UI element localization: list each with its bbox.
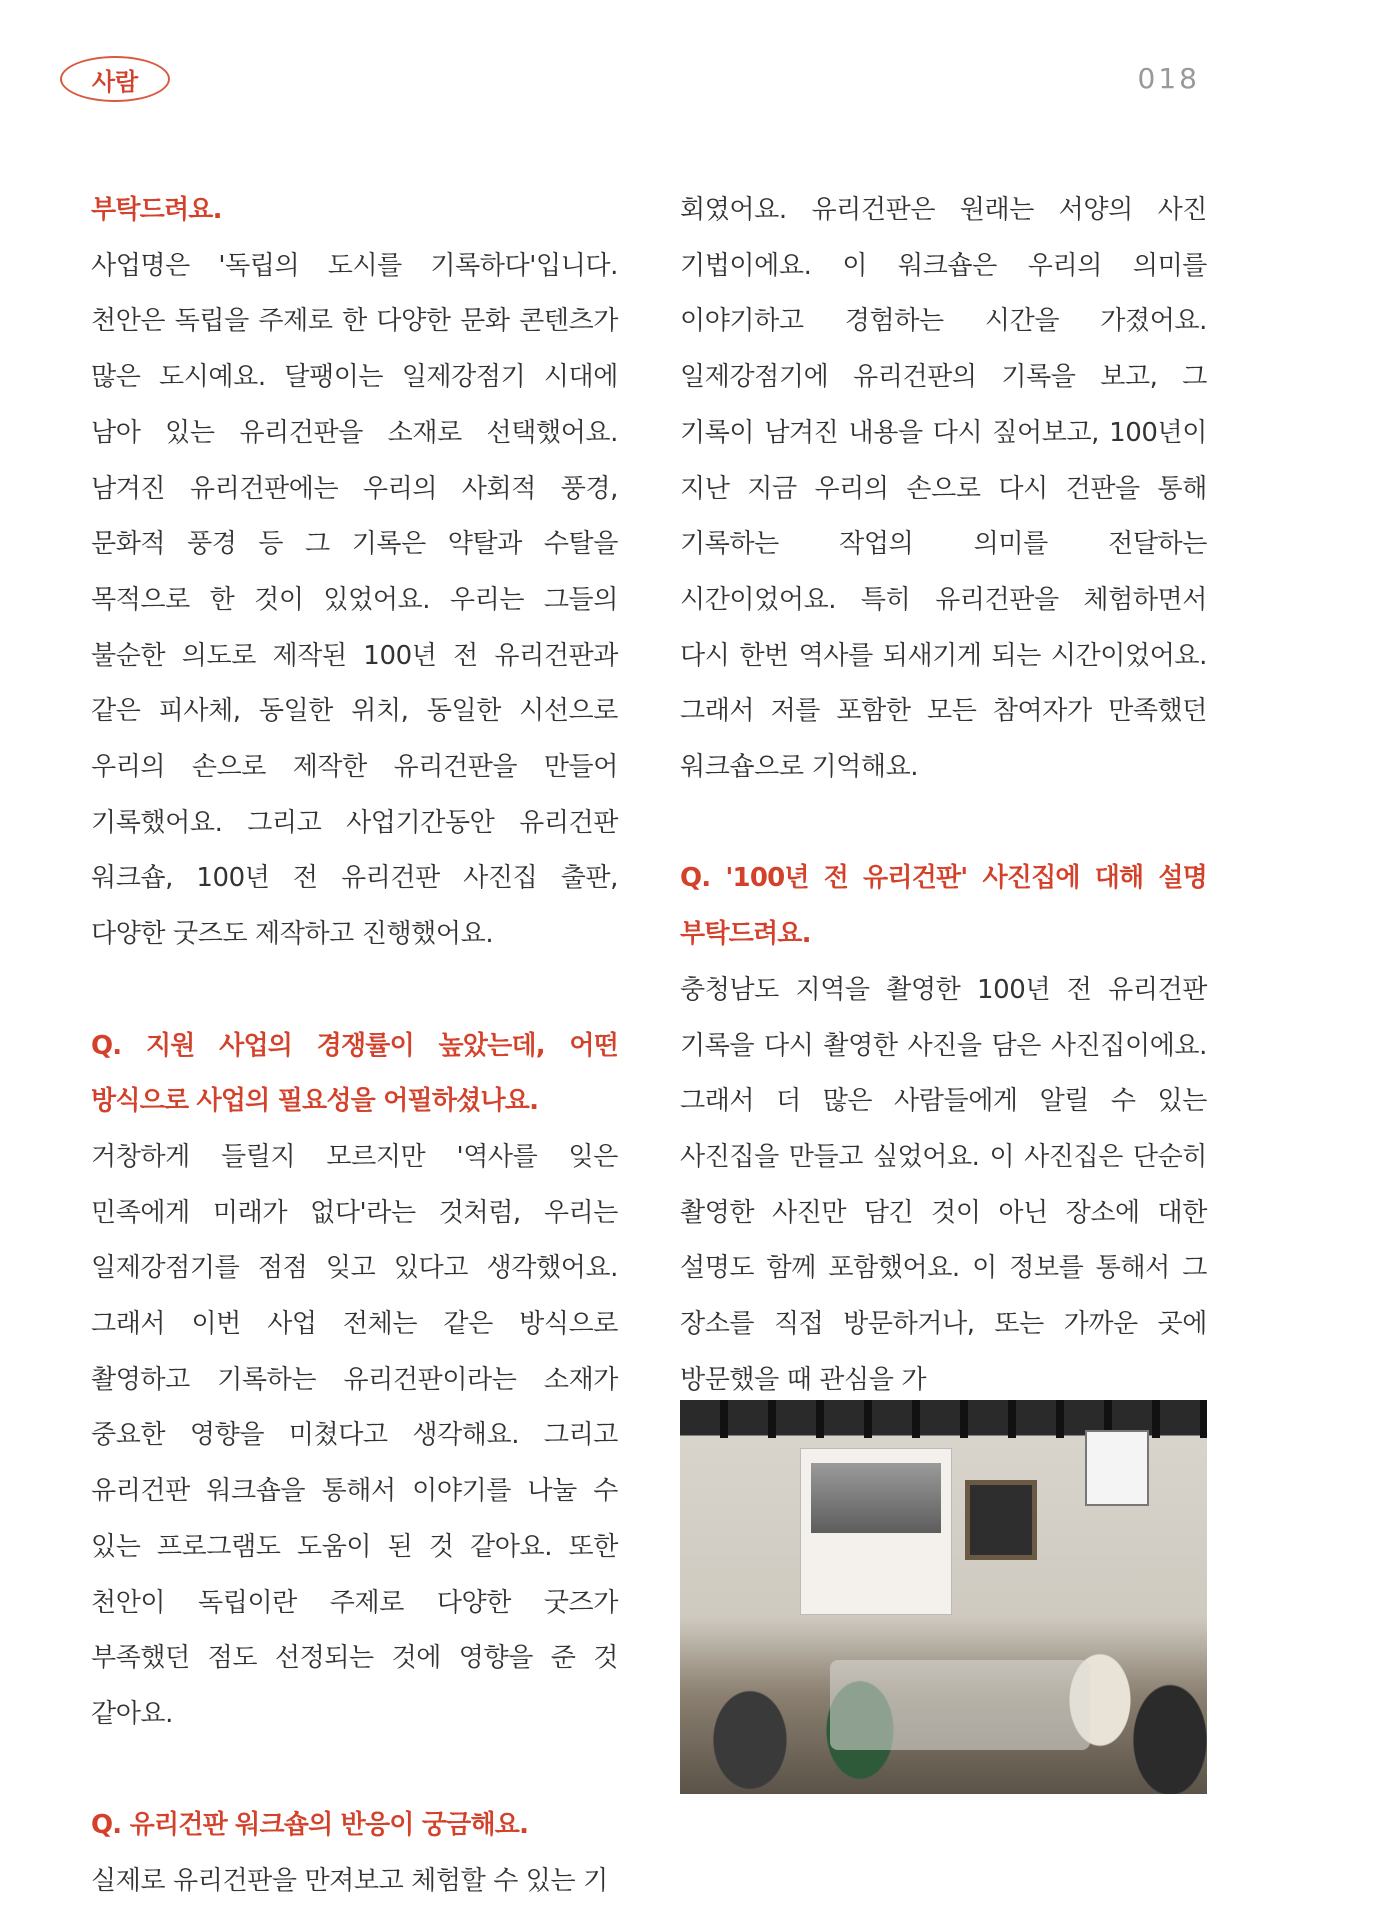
answer-paragraph: 실제로 유리건판을 만져보고 체험할 수 있는 기 [91, 1866, 608, 1897]
right-column [680, 183, 1207, 1408]
workshop-banner [800, 1448, 952, 1615]
question-heading: Q. 유리건판 워크숍의 반응이 궁금해요. [91, 1810, 529, 1841]
left-column [91, 183, 618, 1910]
question-heading: 부탁드려요. [91, 195, 222, 225]
workshop-table [830, 1660, 1090, 1750]
answer-paragraph: 충청남도 지역을 촬영한 100년 전 유리건판 기록을 다시 촬영한 사진을 담은 사진집이에요. 그래서 더 많은 사람들에게 알릴 수 있는 사진집을 만들고 싶었어요. 이 사진집은 단순히 촬영한 사진만 담긴 것이 아닌 장소에 대한 설명도 함께 포함했어요. 이 정보를 통해서 그 장소를 직접 방문하거나, 또는 가까운 곳에 방문했을 때 관심을 가 [680, 974, 1207, 1395]
portrait-frame [965, 1480, 1037, 1560]
question-heading: Q. '100년 전 유리건판' 사진집에 대해 설명 부탁드려요. [680, 863, 1207, 950]
answer-paragraph: 사업명은 '독립의 도시를 기록하다'입니다. 천안은 독립을 주제로 한 다양한 문화 콘텐츠가 많은 도시예요. 달팽이는 일제강점기 시대에 남아 있는 유리건판을 소재로 선택했어요. 남겨진 유리건판에는 우리의 사회적 풍경, 문화적 풍경 등 그 기록은 약탈과 수탈을 목적으로 한 것이 있었어요. 우리는 그들의 불순한 의도로 제작된 100년 전 유리건판과 같은 피사체, 동일한 위치, 동일한 시선으로 우리의 손으로 제작한 유리건판을 만들어 기록했어요. 그리고 사업기간동안 유리건판 워크숍, 100년 전 유리건판 사진집 출판, 다양한 굿즈도 제작하고 진행했어요. [91, 250, 618, 950]
answer-paragraph: 회였어요. 유리건판은 원래는 서양의 사진 기법이에요. 이 워크숍은 우리의 의미를 이야기하고 경험하는 시간을 가졌어요. 일제강점기에 유리건판의 기록을 보고, 그 기록이 남겨진 내용을 다시 짚어보고, 100년이 지난 지금 우리의 손으로 다시 건판을 통해 기록하는 작업의 의미를 전달하는 시간이었어요. 특히 유리건판을 체험하면서 다시 한번 역사를 되새기게 되는 시간이었어요. 그래서 저를 포함한 모든 참여자가 만족했던 워크숍으로 기억해요. [680, 195, 1207, 783]
section-label: 사람 [91, 67, 139, 96]
answer-paragraph: 거창하게 들릴지 모르지만 '역사를 잊은 민족에게 미래가 없다'라는 것처럼, 우리는 일제강점기를 점점 잊고 있다고 생각했어요. 그래서 이번 사업 전체는 같은 방식으로 촬영하고 기록하는 유리건판이라는 소재가 중요한 영향을 미쳤다고 생각해요. 그리고 유리건판 워크숍을 통해서 이야기를 나눌 수 있는 프로그램도 도움이 된 것 같아요. 또한 천안이 독립이란 주제로 다양한 굿즈가 부족했던 점도 선정되는 것에 영향을 준 것 같아요. [91, 1141, 618, 1729]
poster-frame [1085, 1430, 1149, 1506]
spacer [91, 963, 618, 1019]
spacer [680, 796, 1207, 852]
question-heading: Q. 지원 사업의 경쟁률이 높았는데, 어떤 방식으로 사업의 필요성을 어필하셨나요. [91, 1030, 618, 1117]
page-number: 018 [1137, 62, 1200, 95]
section-badge [60, 56, 170, 102]
workshop-photo [680, 1400, 1207, 1794]
spacer [91, 1743, 618, 1799]
